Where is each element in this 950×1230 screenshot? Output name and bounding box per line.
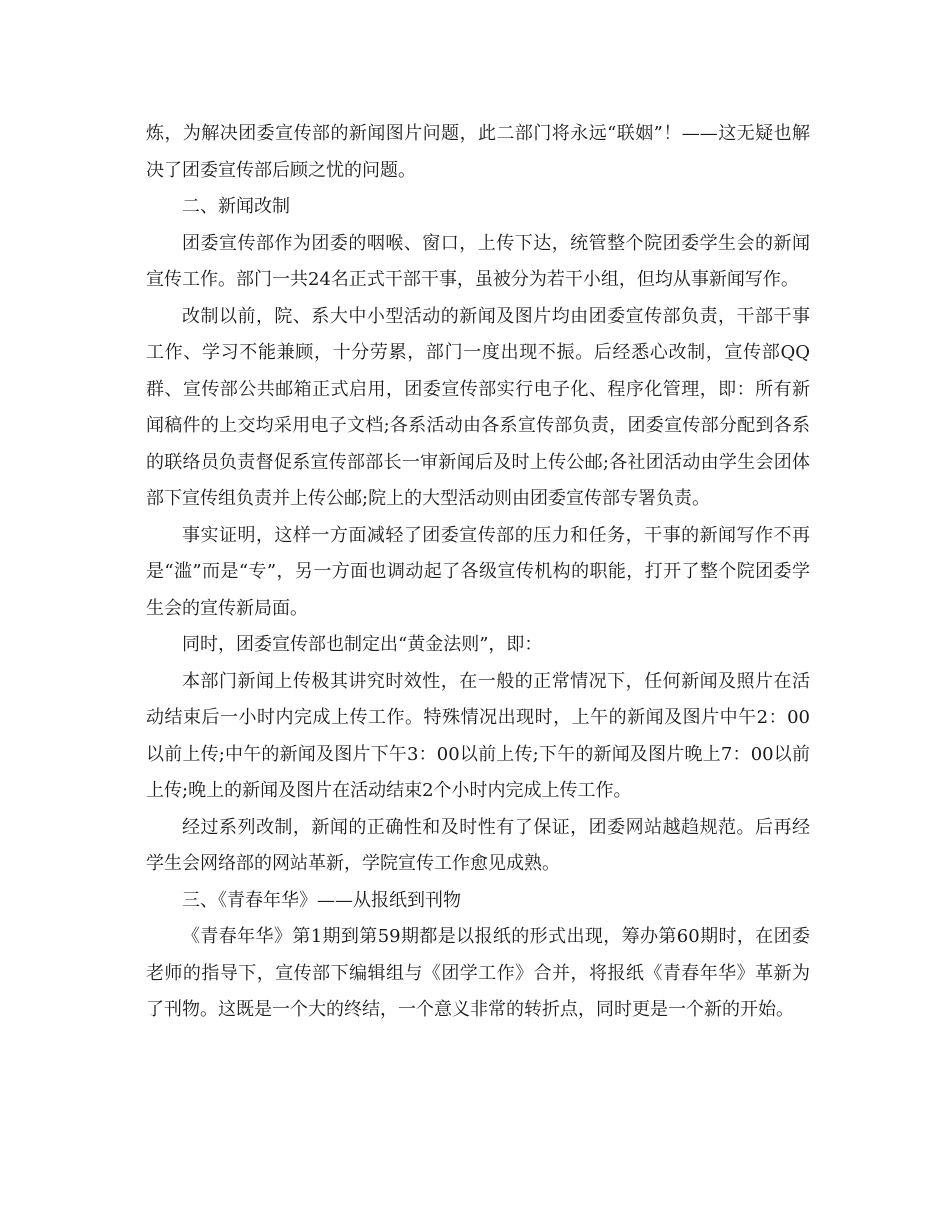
section-heading-news-reform: 二、新闻改制 [182,196,290,217]
section-heading-youth-magazine: 三、《青春年华》——从报纸到刊物 [182,889,461,911]
document-body [146,116,810,1029]
paragraph-reform-outcome: 经过系列改制，新闻的正确性和及时性有了保证，团委网站越趋规范。后再经学生会网络部的网站革新，学院宣传工作愈见成熟。 [146,816,810,874]
paragraph-department-role: 团委宣传部作为团委的咽喉、窗口，上传下达，统管整个院团委学生会的新闻宣传工作。部门一共24名正式干部干事，虽被分为若干小组，但均从事新闻写作。 [146,232,810,290]
paragraph-before-reform: 改制以前，院、系大中小型活动的新闻及图片均由团委宣传部负责，干部干事工作、学习不能兼顾，十分劳累，部门一度出现不振。后经悉心改制，宣传部QQ群、宣传部公共邮箱正式启用，团委宣传部实行电子化、程序化管理，即：所有新闻稿件的上交均采用电子文档;各系活动由各系宣传部负责，团委宣传部分配到各系的联络员负责督促系宣传部部长一审新闻后及时上传公邮;各社团活动由学生会团体部下宣传组负责并上传公邮;院上的大型活动则由团委宣传部专署负责。 [146,305,810,509]
paragraph-golden-rule-intro: 同时，团委宣传部也制定出“黄金法则”，即： [182,634,543,655]
paragraph-reform-results: 事实证明，这样一方面减轻了团委宣传部的压力和任务，干事的新闻写作不再是“滥”而是“专”，另一方面也调动起了各级宣传机构的职能，打开了整个院团委学生会的宣传新局面。 [146,524,810,619]
paragraph-golden-rule: 本部门新闻上传极其讲究时效性，在一般的正常情况下，任何新闻及照片在活动结束后一小时内完成上传工作。特殊情况出现时，上午的新闻及图片中午2：00以前上传;中午的新闻及图片下午3：00以前上传;下午的新闻及图片晚上7：00以前上传;晚上的新闻及图片在活动结束2个小时内完成上传工作。 [146,670,810,801]
paragraph-magazine-history: 《青春年华》第1期到第59期都是以报纸的形式出现，筹办第60期时，在团委老师的指导下，宣传部下编辑组与《团学工作》合并，将报纸《青春年华》革新为了刊物。这既是一个大的终结，一个意义非常的转折点，同时更是一个新的开始。 [146,926,810,1020]
paragraph-continuation: 炼，为解决团委宣传部的新闻图片问题，此二部门将永远“联姻”！——这无疑也解决了团委宣传部后顾之忧的问题。 [146,123,810,181]
